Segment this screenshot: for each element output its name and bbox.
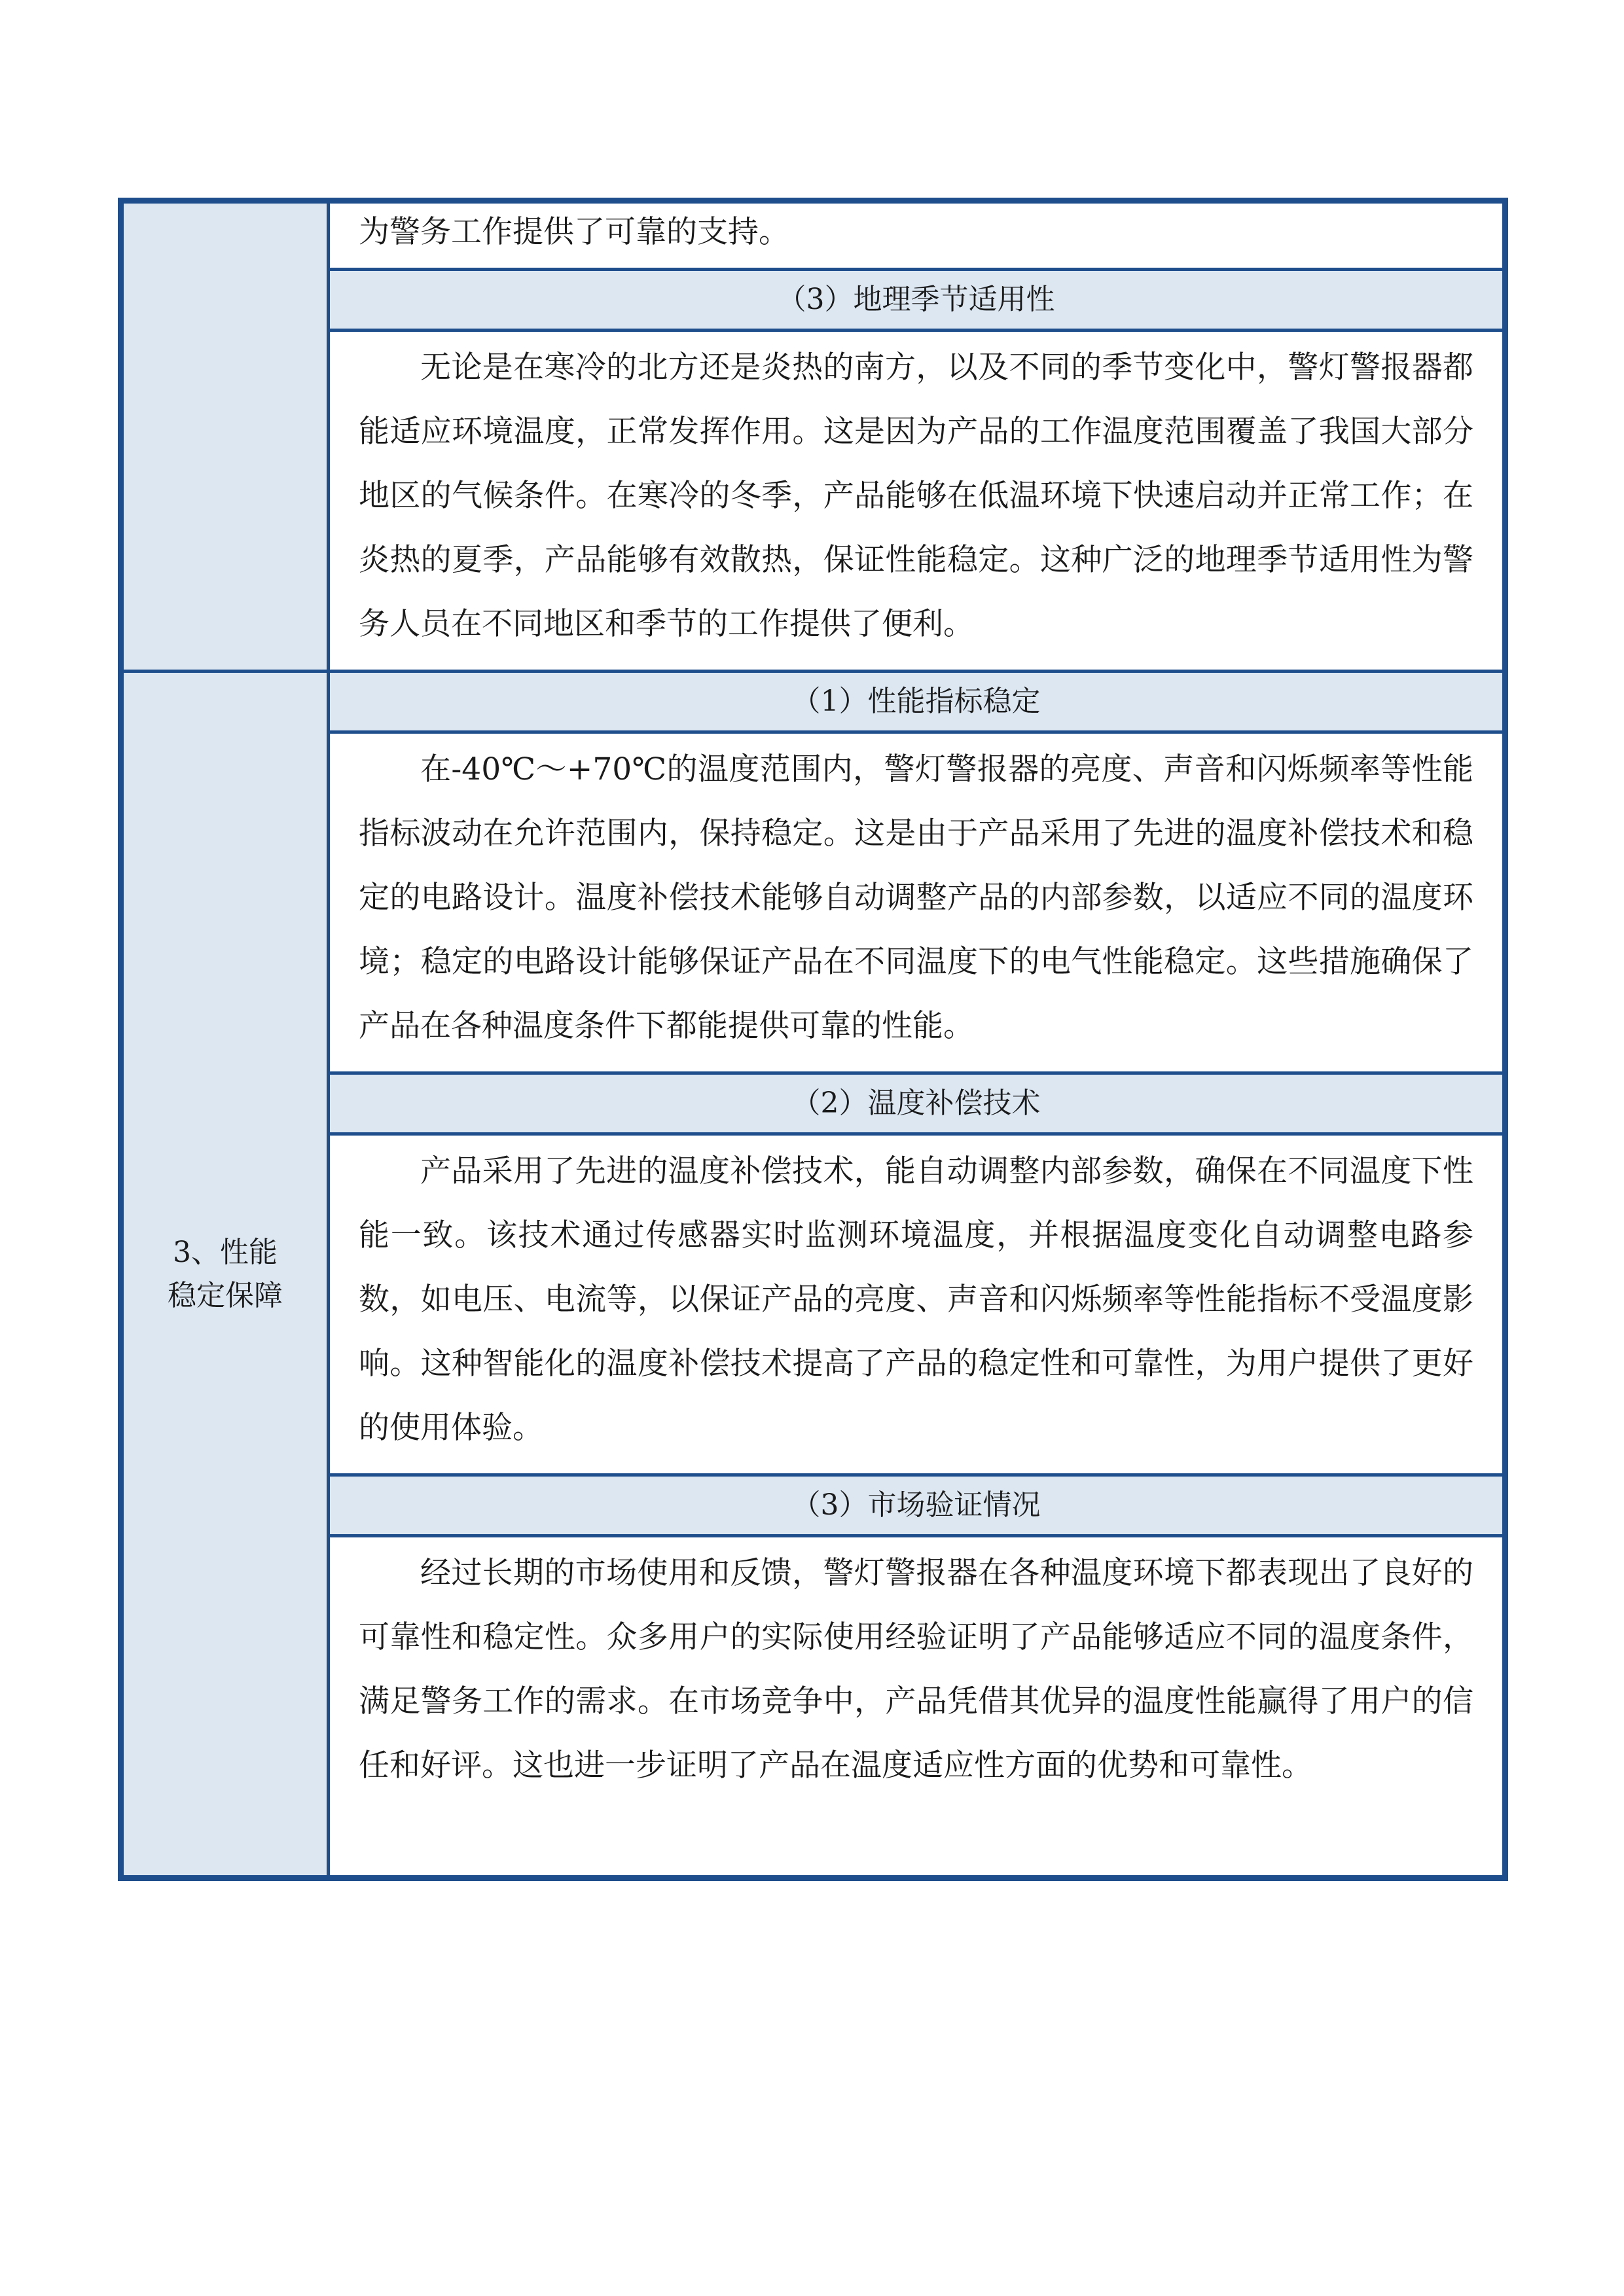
section-heading: （1）性能指标稳定: [329, 672, 1506, 732]
section-heading: （2）温度补偿技术: [329, 1073, 1506, 1134]
table-row: [121, 270, 1506, 331]
section-heading: （3）市场验证情况: [329, 1475, 1506, 1536]
section-paragraph: 产品采用了先进的温度补偿技术，能自动调整内部参数，确保在不同温度下性能一致。该技术通过传感器实时监测环境温度，并根据温度变化自动调整电路参数，如电压、电流等，以保证产品的亮度、声音和闪烁频率等性能指标不受温度影响。这种智能化的温度补偿技术提高了产品的稳定性和可靠性，为用户提供了更好的使用体验。: [329, 1134, 1506, 1475]
table-row: [121, 1536, 1506, 1878]
table-row: [121, 732, 1506, 1073]
content-table: [118, 198, 1508, 1881]
section-paragraph: 无论是在寒冷的北方还是炎热的南方，以及不同的季节变化中，警灯警报器都能适应环境温度，正常发挥作用。这是因为产品的工作温度范围覆盖了我国大部分地区的气候条件。在寒冷的冬季，产品能够在低温环境下快速启动并正常工作；在炎热的夏季，产品能够有效散热，保证性能稳定。这种广泛的地理季节适用性为警务人员在不同地区和季节的工作提供了便利。: [329, 331, 1506, 672]
section-paragraph: 在-40℃～+70℃的温度范围内，警灯警报器的亮度、声音和闪烁频率等性能指标波动在允许范围内，保持稳定。这是由于产品采用了先进的温度补偿技术和稳定的电路设计。温度补偿技术能够自动调整产品的内部参数，以适应不同的温度环境；稳定的电路设计能够保证产品在不同温度下的电气性能稳定。这些措施确保了产品在各种温度条件下都能提供可靠的性能。: [329, 732, 1506, 1073]
table-row: [121, 1475, 1506, 1536]
category-label: 3、性能稳定保障: [168, 1235, 283, 1312]
section-heading: （3）地理季节适用性: [329, 270, 1506, 331]
table-row: [121, 1073, 1506, 1134]
section-paragraph: 经过长期的市场使用和反馈，警灯警报器在各种温度环境下都表现出了良好的可靠性和稳定性。众多用户的实际使用经验证明了产品能够适应不同的温度条件，满足警务工作的需求。在市场竞争中，产品凭借其优异的温度性能赢得了用户的信任和好评。这也进一步证明了产品在温度适应性方面的优势和可靠性。: [329, 1536, 1506, 1878]
continuation-text: 为警务工作提供了可靠的支持。: [329, 201, 1506, 270]
table-row: [121, 201, 1506, 270]
category-cell: [121, 672, 329, 1878]
table-row: [121, 331, 1506, 672]
category-cell: [121, 201, 329, 672]
table-row: [121, 1134, 1506, 1475]
table-row: [121, 672, 1506, 732]
